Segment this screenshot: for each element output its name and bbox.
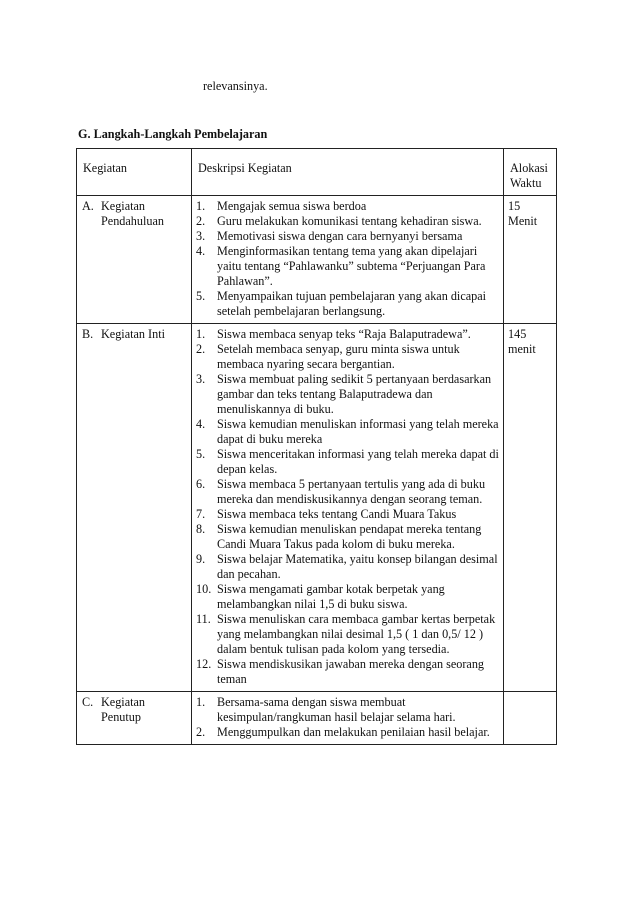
time-allocation: 15 Menit (504, 196, 557, 324)
list-item: 6. Siswa membaca 5 pertanyaan tertulis yang ada di buku mereka dan mendiskusikannya dengan seorang teman. (196, 477, 486, 506)
section-heading: G. Langkah-Langkah Pembelajaran (78, 127, 268, 141)
list-item: 7. Siswa membaca teks tentang Candi Muara Takus (196, 507, 457, 521)
table-header-row (77, 149, 557, 196)
header-kegiatan: Kegiatan (77, 149, 192, 196)
category-cell (77, 324, 192, 692)
step-list (196, 199, 499, 319)
category-letter: C. (82, 695, 94, 709)
list-item: 5. Siswa menceritakan informasi yang telah mereka dapat di depan kelas. (196, 447, 499, 476)
list-item: 9. Siswa belajar Matematika, yaitu konsep bilangan desimal dan pecahan. (196, 552, 498, 581)
list-item: 4. Siswa kemudian menuliskan informasi yang telah mereka dapat di buku mereka (196, 417, 499, 446)
list-item: 3. Memotivasi siswa dengan cara bernyanyi bersama (196, 229, 463, 243)
list-item: 1. Bersama-sama dengan siswa membuat kesimpulan/rangkuman hasil belajar selama hari. (196, 695, 456, 724)
category-name: Kegiatan Inti (101, 327, 165, 341)
category-letter: A. (82, 199, 94, 213)
time-allocation: 145 menit (504, 324, 557, 692)
category-name: Kegiatan Penutup (101, 695, 145, 724)
list-item: 3. Siswa membuat paling sedikit 5 pertanyaan berdasarkan gambar dan teks tentang Balaputradewa dan menuliskannya di buku. (196, 372, 492, 416)
header-deskripsi: Deskripsi Kegiatan (192, 149, 504, 196)
step-list (196, 327, 499, 687)
intro-text: relevansinya. (203, 79, 268, 93)
description-cell (192, 692, 504, 745)
category-cell (77, 196, 192, 324)
list-item: 8. Siswa kemudian menuliskan pendapat mereka tentang Candi Muara Takus pada kolom di buku mereka. (196, 522, 482, 551)
header-alokasi: Alokasi Waktu (504, 149, 557, 196)
list-item: 1. Mengajak semua siswa berdoa (196, 199, 367, 213)
list-item: 4. Menginformasikan tentang tema yang akan dipelajari yaitu tentang “Pahlawanku” subtema “Perjuangan Para Pahlawan”. (196, 244, 486, 288)
category-name: Kegiatan Pendahuluan (101, 199, 164, 228)
category-letter: B. (82, 327, 94, 341)
description-cell (192, 324, 504, 692)
list-item: 2. Setelah membaca senyap, guru minta siswa untuk membaca nyaring secara bergantian. (196, 342, 460, 371)
lesson-steps-table (76, 148, 557, 745)
step-list (196, 695, 499, 740)
list-item: 2. Menggumpulkan dan melakukan penilaian hasil belajar. (196, 725, 490, 739)
list-item: 10. Siswa mengamati gambar kotak berpetak yang melambangkan nilai 1,5 di buku siswa. (196, 582, 445, 611)
category-cell (77, 692, 192, 745)
list-item: 5. Menyampaikan tujuan pembelajaran yang akan dicapai setelah pembelajaran berlangsung. (196, 289, 487, 318)
description-cell (192, 196, 504, 324)
table-row (77, 196, 557, 324)
table-row (77, 324, 557, 692)
list-item: 1. Siswa membaca senyap teks “Raja Balaputradewa”. (196, 327, 471, 341)
list-item: 2. Guru melakukan komunikasi tentang kehadiran siswa. (196, 214, 482, 228)
list-item: 12. Siswa mendiskusikan jawaban mereka dengan seorang teman (196, 657, 485, 686)
list-item: 11. Siswa menuliskan cara membaca gambar kertas berpetak yang melambangkan nilai desimal 1,5 ( 1 dan 0,5/ 12 ) dalam bentuk tulisan pada kolom yang tersedia. (196, 612, 496, 656)
table-row (77, 692, 557, 745)
time-allocation (504, 692, 557, 745)
